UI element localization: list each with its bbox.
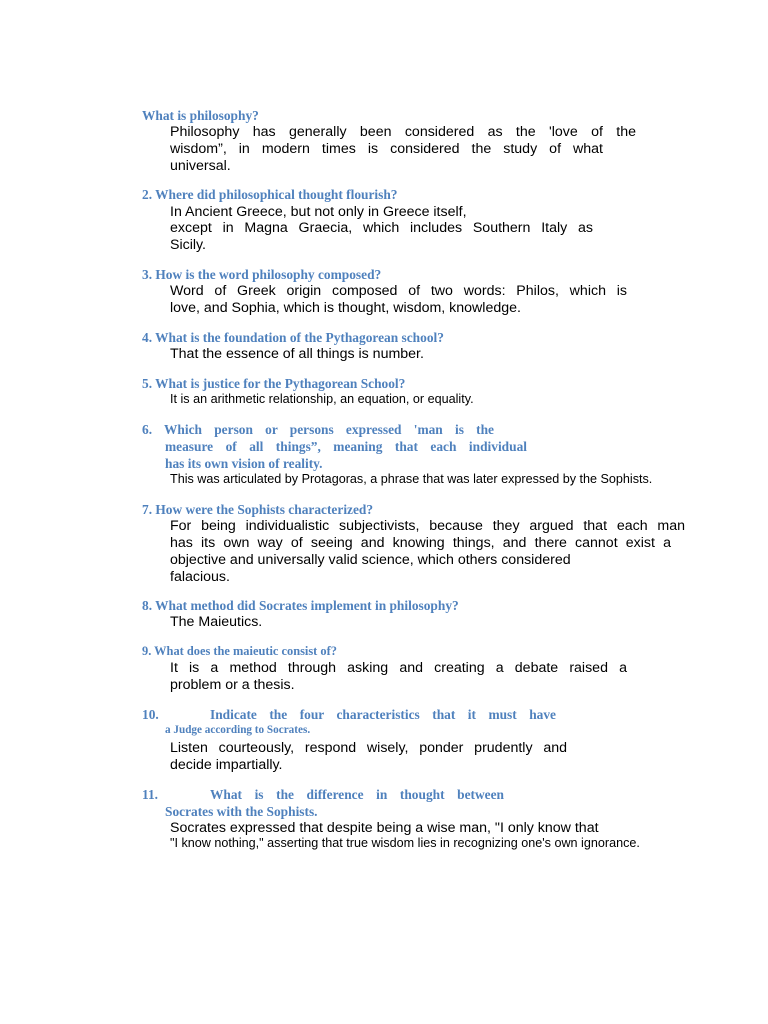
question-5: 5. What is justice for the Pythagorean School? bbox=[142, 376, 406, 391]
question-6-line-3: has its own vision of reality. bbox=[165, 456, 323, 471]
question-1: What is philosophy? bbox=[142, 108, 259, 123]
question-2: 2. Where did philosophical thought flourish? bbox=[142, 187, 398, 202]
answer-4-line-1: That the essence of all things is number. bbox=[170, 346, 424, 362]
question-10-number: 10. bbox=[142, 707, 159, 722]
answer-6-line-1: This was articulated by Protagoras, a phrase that was later expressed by the Sophists. bbox=[170, 472, 653, 486]
question-11-line-2: Socrates with the Sophists. bbox=[165, 804, 318, 819]
answer-8-line-1: The Maieutics. bbox=[170, 614, 263, 630]
question-6-line-1: 6. Which person or persons expressed 'man is the bbox=[142, 422, 494, 437]
answer-11-line-1: Socrates expressed that despite being a wise man, "I only know that bbox=[170, 820, 599, 836]
answer-11-line-2: "I know nothing," asserting that true wisdom lies in recognizing one's own ignorance. bbox=[170, 836, 640, 850]
answer-5-line-1: It is an arithmetic relationship, an equation, or equality. bbox=[170, 392, 474, 406]
answer-10-line-2: decide impartially. bbox=[170, 757, 283, 773]
question-6-line-2: measure of all things”, meaning that each individual bbox=[165, 439, 527, 454]
answer-2-line-2: except in Magna Graecia, which includes Southern Italy as bbox=[170, 220, 593, 236]
question-9: 9. What does the maieutic consist of? bbox=[142, 644, 337, 658]
answer-9-line-1: It is a method through asking and creating a debate raised a bbox=[170, 660, 627, 676]
question-8: 8. What method did Socrates implement in philosophy? bbox=[142, 598, 459, 613]
answer-7-line-3: objective and universally valid science, which others considered bbox=[170, 552, 571, 568]
question-3: 3. How is the word philosophy composed? bbox=[142, 267, 382, 282]
answer-2-line-1: In Ancient Greece, but not only in Greece itself, bbox=[170, 204, 467, 220]
question-10-line-2: a Judge according to Socrates. bbox=[165, 724, 311, 736]
question-7: 7. How were the Sophists characterized? bbox=[142, 502, 374, 517]
question-4: 4. What is the foundation of the Pythagorean school? bbox=[142, 330, 444, 345]
answer-2-line-3: Sicily. bbox=[170, 237, 206, 253]
answer-7-line-2: has its own way of seeing and knowing things, and there cannot exist a bbox=[170, 535, 671, 551]
answer-1-line-3: universal. bbox=[170, 158, 231, 174]
answer-7-line-4: falacious. bbox=[170, 569, 230, 585]
question-10-line-1: Indicate the four characteristics that it must have bbox=[210, 707, 556, 722]
answer-1-line-2: wisdom”, in modern times is considered the study of what bbox=[170, 141, 603, 157]
answer-3-line-1: Word of Greek origin composed of two words: Philos, which is bbox=[170, 283, 627, 299]
answer-9-line-2: problem or a thesis. bbox=[170, 677, 295, 693]
answer-1-line-1: Philosophy has generally been considered as the 'love of the bbox=[170, 124, 636, 140]
answer-3-line-2: love, and Sophia, which is thought, wisdom, knowledge. bbox=[170, 300, 521, 316]
question-11-number: 11. bbox=[142, 787, 158, 802]
question-11-line-1: What is the difference in thought between bbox=[210, 787, 504, 802]
answer-10-line-1: Listen courteously, respond wisely, ponder prudently and bbox=[170, 740, 567, 756]
answer-7-line-1: For being individualistic subjectivists, because they argued that each man bbox=[170, 518, 685, 534]
